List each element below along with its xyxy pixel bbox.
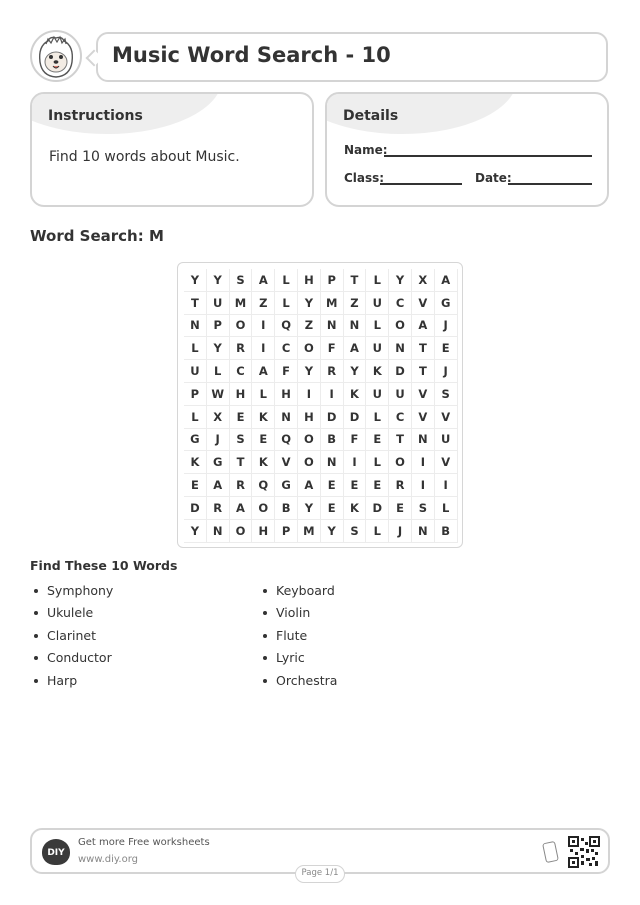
grid-cell: N: [412, 520, 435, 543]
grid-cell: S: [230, 269, 253, 292]
grid-cell: O: [389, 315, 412, 338]
grid-cell: F: [344, 429, 367, 452]
grid-cell: P: [184, 383, 207, 406]
grid-cell: R: [321, 360, 344, 383]
grid-cell: G: [275, 474, 298, 497]
name-field[interactable]: [384, 155, 592, 157]
grid-cell: C: [389, 406, 412, 429]
grid-cell: Z: [298, 315, 321, 338]
grid-cell: T: [412, 360, 435, 383]
qr-code-icon[interactable]: [568, 836, 600, 868]
grid-cell: L: [184, 337, 207, 360]
word-search-grid-container: [177, 262, 463, 548]
grid-cell: E: [321, 497, 344, 520]
grid-cell: L: [366, 520, 389, 543]
grid-cell: H: [230, 383, 253, 406]
page-number: Page 1/1: [295, 865, 345, 883]
word-item: Orchestra: [260, 670, 337, 692]
grid-cell: Y: [389, 269, 412, 292]
word-item: Keyboard: [260, 580, 337, 602]
details-heading: Details: [343, 108, 399, 124]
grid-cell: H: [298, 269, 321, 292]
grid-cell: Q: [275, 315, 298, 338]
grid-cell: Y: [184, 520, 207, 543]
grid-cell: F: [321, 337, 344, 360]
grid-cell: Y: [344, 360, 367, 383]
grid-cell: G: [184, 429, 207, 452]
instructions-heading: Instructions: [48, 108, 143, 124]
grid-cell: W: [207, 383, 230, 406]
word-item: Flute: [260, 625, 337, 647]
grid-cell: Y: [184, 269, 207, 292]
grid-cell: A: [298, 474, 321, 497]
grid-cell: E: [252, 429, 275, 452]
grid-cell: T: [412, 337, 435, 360]
grid-cell: S: [435, 383, 458, 406]
grid-cell: M: [321, 292, 344, 315]
grid-cell: Y: [321, 520, 344, 543]
grid-cell: A: [207, 474, 230, 497]
grid-cell: R: [230, 474, 253, 497]
grid-cell: A: [344, 337, 367, 360]
grid-cell: B: [275, 497, 298, 520]
grid-cell: N: [389, 337, 412, 360]
grid-cell: Y: [207, 269, 230, 292]
grid-cell: R: [389, 474, 412, 497]
grid-cell: V: [435, 406, 458, 429]
grid-cell: A: [230, 497, 253, 520]
grid-cell: D: [344, 406, 367, 429]
word-item: Harp: [31, 670, 113, 692]
grid-cell: E: [184, 474, 207, 497]
grid-cell: C: [389, 292, 412, 315]
grid-cell: D: [366, 497, 389, 520]
grid-cell: I: [435, 474, 458, 497]
header: [30, 30, 610, 84]
grid-cell: N: [207, 520, 230, 543]
date-field[interactable]: [508, 183, 592, 185]
grid-cell: O: [230, 520, 253, 543]
grid-cell: E: [366, 474, 389, 497]
grid-cell: N: [344, 315, 367, 338]
grid-cell: I: [298, 383, 321, 406]
grid-cell: A: [252, 360, 275, 383]
grid-cell: H: [298, 406, 321, 429]
mascot-icon: [30, 30, 82, 82]
grid-cell: Y: [207, 337, 230, 360]
grid-cell: E: [435, 337, 458, 360]
grid-cell: M: [230, 292, 253, 315]
grid-cell: N: [321, 451, 344, 474]
grid-cell: O: [252, 497, 275, 520]
grid-cell: L: [252, 383, 275, 406]
grid-cell: J: [207, 429, 230, 452]
grid-cell: V: [435, 451, 458, 474]
grid-cell: V: [412, 406, 435, 429]
grid-cell: I: [412, 474, 435, 497]
grid-cell: P: [207, 315, 230, 338]
grid-cell: H: [252, 520, 275, 543]
grid-cell: G: [207, 451, 230, 474]
diy-logo: DIY: [42, 839, 70, 865]
grid-cell: D: [321, 406, 344, 429]
grid-cell: F: [275, 360, 298, 383]
grid-cell: L: [184, 406, 207, 429]
grid-cell: K: [344, 383, 367, 406]
grid-cell: S: [230, 429, 253, 452]
grid-cell: K: [252, 406, 275, 429]
grid-cell: G: [435, 292, 458, 315]
grid-cell: Q: [252, 474, 275, 497]
grid-cell: U: [184, 360, 207, 383]
grid-cell: I: [321, 383, 344, 406]
page-title: Music Word Search - 10: [112, 43, 391, 67]
grid-cell: E: [389, 497, 412, 520]
grid-cell: N: [275, 406, 298, 429]
grid-cell: K: [252, 451, 275, 474]
grid-cell: O: [298, 337, 321, 360]
grid-cell: U: [207, 292, 230, 315]
word-item: Ukulele: [31, 602, 113, 624]
grid-cell: C: [275, 337, 298, 360]
grid-cell: R: [207, 497, 230, 520]
grid-cell: L: [366, 315, 389, 338]
grid-cell: V: [275, 451, 298, 474]
grid-cell: Z: [344, 292, 367, 315]
grid-cell: I: [252, 315, 275, 338]
date-label: Date:: [475, 171, 512, 185]
grid-cell: N: [321, 315, 344, 338]
grid-cell: A: [252, 269, 275, 292]
grid-cell: L: [435, 497, 458, 520]
grid-cell: Y: [298, 360, 321, 383]
grid-cell: L: [275, 292, 298, 315]
grid-cell: N: [184, 315, 207, 338]
grid-cell: L: [275, 269, 298, 292]
grid-cell: L: [207, 360, 230, 383]
grid-cell: J: [435, 315, 458, 338]
grid-cell: V: [412, 292, 435, 315]
phone-icon: [542, 841, 559, 863]
grid-cell: Z: [252, 292, 275, 315]
grid-cell: U: [389, 383, 412, 406]
grid-cell: U: [435, 429, 458, 452]
grid-cell: B: [321, 429, 344, 452]
name-label: Name:: [344, 143, 388, 157]
grid-cell: D: [389, 360, 412, 383]
grid-cell: E: [230, 406, 253, 429]
grid-cell: L: [366, 451, 389, 474]
grid-cell: A: [435, 269, 458, 292]
class-label: Class:: [344, 171, 385, 185]
grid-cell: E: [366, 429, 389, 452]
grid-cell: K: [184, 451, 207, 474]
grid-cell: U: [366, 383, 389, 406]
word-item: Conductor: [31, 647, 113, 669]
grid-cell: M: [298, 520, 321, 543]
word-search-grid: [184, 269, 458, 543]
grid-cell: B: [435, 520, 458, 543]
grid-cell: L: [366, 269, 389, 292]
grid-cell: O: [389, 451, 412, 474]
grid-cell: O: [230, 315, 253, 338]
grid-cell: V: [412, 383, 435, 406]
grid-cell: Y: [298, 497, 321, 520]
word-list-column-1: [31, 580, 113, 692]
grid-cell: R: [230, 337, 253, 360]
footer-url[interactable]: www.diy.org: [78, 854, 138, 865]
grid-cell: T: [389, 429, 412, 452]
footer-tagline: Get more Free worksheets: [78, 837, 210, 848]
grid-cell: E: [344, 474, 367, 497]
grid-cell: D: [184, 497, 207, 520]
grid-cell: A: [412, 315, 435, 338]
word-item: Clarinet: [31, 625, 113, 647]
grid-cell: N: [412, 429, 435, 452]
title-box: [96, 32, 608, 82]
grid-cell: S: [344, 520, 367, 543]
grid-cell: C: [230, 360, 253, 383]
instructions-text: Find 10 words about Music.: [49, 149, 240, 165]
grid-cell: Y: [298, 292, 321, 315]
grid-cell: P: [321, 269, 344, 292]
word-item: Lyric: [260, 647, 337, 669]
grid-cell: I: [344, 451, 367, 474]
puzzle-title: Word Search: M: [30, 227, 164, 245]
grid-cell: P: [275, 520, 298, 543]
grid-cell: Q: [275, 429, 298, 452]
grid-cell: T: [344, 269, 367, 292]
grid-cell: T: [184, 292, 207, 315]
grid-cell: K: [366, 360, 389, 383]
grid-cell: I: [412, 451, 435, 474]
instructions-card: [30, 92, 314, 207]
details-card: [325, 92, 609, 207]
grid-cell: K: [344, 497, 367, 520]
grid-cell: S: [412, 497, 435, 520]
class-field[interactable]: [380, 183, 462, 185]
word-list-column-2: [260, 580, 337, 692]
grid-cell: E: [321, 474, 344, 497]
grid-cell: O: [298, 451, 321, 474]
grid-cell: T: [230, 451, 253, 474]
grid-cell: X: [207, 406, 230, 429]
grid-cell: U: [366, 292, 389, 315]
grid-cell: H: [275, 383, 298, 406]
word-item: Violin: [260, 602, 337, 624]
grid-cell: X: [412, 269, 435, 292]
grid-cell: U: [366, 337, 389, 360]
grid-cell: O: [298, 429, 321, 452]
grid-cell: J: [389, 520, 412, 543]
word-item: Symphony: [31, 580, 113, 602]
grid-cell: L: [366, 406, 389, 429]
grid-cell: I: [252, 337, 275, 360]
grid-cell: J: [435, 360, 458, 383]
word-list-title: Find These 10 Words: [30, 558, 178, 573]
